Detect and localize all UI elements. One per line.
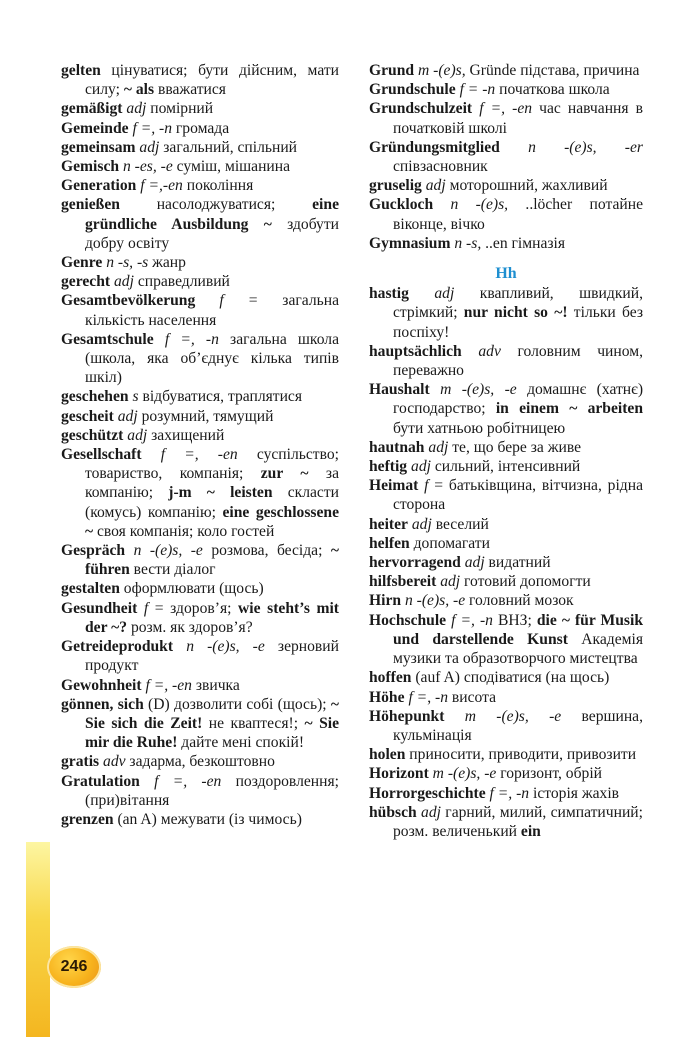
grammar-note: m -(e)s, -e [464,707,562,725]
grammar-note: n -s, [454,234,482,252]
translation: загальна школа (школа, яка об’єднує кілька типів шкіл) [85,330,339,387]
dictionary-entry [61,810,339,829]
translation: задарма, безкоштовно [125,753,275,771]
headword: genießen [61,196,120,214]
headword: gratis [61,753,100,771]
headword: Guckloch [369,196,434,214]
headword: j-m ~ leisten [168,484,273,502]
translation: допомагати [409,534,490,552]
headword: gönnen, sich [61,695,144,713]
headword: geschützt [61,426,124,444]
headword: Horizont [369,765,429,783]
headword: Getreideprodukt [61,638,174,656]
headword: Höhepunkt [369,707,445,725]
dictionary-entry [369,234,643,253]
dictionary-entry [61,637,339,675]
headword: gerecht [61,273,111,291]
translation: вершина, кульмінація [393,707,644,744]
dictionary-entry [369,380,643,438]
translation: скласти (комусь) компанію; [85,484,339,521]
dictionary-entry [369,195,643,233]
grammar-note: adj [428,438,449,456]
headword: Gründungsmitglied [369,138,500,156]
translation: зерновий продукт [85,638,339,675]
headword: gemeinsam [61,138,136,156]
translation: суміш, мішанина [172,158,291,176]
translation: історія жахів [529,784,620,802]
translation: поздоровлення; (при)вітання [85,772,339,809]
translation: (auf A) сподіватися (на щось) [411,669,610,687]
translation: співзасновник [393,158,488,176]
headword: hervorragend [369,554,461,572]
translation: розм. як здоров’я? [127,618,253,636]
translation: звичка [191,676,240,694]
dictionary-entry [369,688,643,707]
translation [140,773,154,790]
grammar-note: n -(e)s, -e [133,542,203,560]
headword: in einem ~ arbeiten [495,400,643,418]
dictionary-entry [369,534,643,553]
dictionary-entry [61,138,339,157]
headword: Gesundheit [61,599,138,617]
translation [444,708,464,725]
headword: eine geschlossene ~ [85,503,339,540]
headword: Hochschule [369,611,447,629]
headword: ~ Sie sich die Zeit! [85,695,340,732]
grammar-note: n -(e)s, [450,196,509,214]
grammar-note: n -(e)s, -er [528,138,643,156]
grammar-note: f = [219,292,259,310]
grammar-note: f [143,599,149,617]
translation: (D) дозволити собі (щось); [143,695,331,713]
dictionary-entry [61,772,339,810]
translation: вести діалог [129,561,216,579]
grammar-note: n -(e)s, -e [404,592,466,610]
headword: ~ als [123,81,155,99]
translation [433,196,450,213]
dictionary-entry [369,99,643,137]
translation: квапливий, швидкий, стрімкий; [393,285,643,322]
translation: помірний [146,100,214,118]
grammar-note: f [424,477,429,495]
dictionary-entry [369,572,643,591]
headword: ~ Sie mir die Ruhe! [85,714,340,752]
headword: Gemisch [61,158,120,176]
dictionary-entry [369,745,643,764]
headword: heftig [369,458,408,476]
dictionary-entry [61,119,339,138]
dictionary-entry [61,157,339,176]
translation: громада [172,119,230,137]
dictionary-entry [61,541,339,579]
dictionary-entry [61,99,339,118]
grammar-note: f =, -en [154,772,222,790]
translation [173,638,186,655]
grammar-note: f =, -n [489,784,530,802]
dictionary-entry [61,579,339,598]
dictionary-entry [369,138,643,176]
translation: ..löcher потайне віконце, вічко [393,196,643,233]
dictionary-entry [61,291,339,329]
translation [125,542,133,559]
dictionary-entry [369,784,643,803]
headword: wie steht’s mit der ~? [85,599,339,636]
headword: grenzen [61,810,114,828]
translation: головним чином, переважно [393,342,643,380]
dictionary-entry [369,61,643,80]
grammar-note: f =, -en [160,446,238,464]
headword: gruselig [369,177,422,195]
dictionary-entry [61,445,339,541]
grammar-note: adj [425,177,446,195]
translation: головний мозок [465,592,574,610]
grammar-note: m -(e)s, -e [432,765,497,783]
headword: gemäßigt [61,100,123,118]
translation: = здоров’я; [148,599,239,617]
translation: ВНЗ; [492,611,537,629]
grammar-note: m -(e)s, -e [440,381,517,399]
dictionary-entry [61,61,339,99]
translation: тільки без поспіху! [393,304,644,341]
translation: , [427,688,435,706]
dictionary-entry [61,695,339,753]
dictionary-entry [61,752,339,771]
headword: ~ führen [85,542,339,579]
dictionary-entry [369,342,643,380]
headword: eine gründliche Ausbildung ~ [85,196,339,233]
headword: Gesamtschule [61,330,154,348]
headword: Genre [61,254,103,272]
translation: видатний [484,554,551,572]
dictionary-entry [369,457,643,476]
headword: heiter [369,515,408,533]
translation: дайте мені спокій! [177,734,305,752]
translation: висота [448,688,497,706]
dictionary-entry [61,195,339,253]
translation: розмова, бесіда; [202,542,331,560]
headword: zur ~ [260,465,309,483]
grammar-note: adj [434,285,455,303]
translation: = батьківщина, вітчизна, рідна сторона [393,477,643,514]
headword: Hirn [369,592,402,610]
headword: gescheit [61,407,114,425]
headword: holen [369,746,406,764]
grammar-note: f = -n [459,81,496,99]
headword: Gemeinde [61,119,129,137]
translation: початкова школа [495,81,610,99]
grammar-note: adj [421,803,441,821]
translation [462,343,479,360]
dictionary-entry [369,515,643,534]
grammar-note: f =, -n [164,330,219,348]
h-entries [369,284,643,841]
headword: ein [520,822,541,840]
headword: die ~ für Musik und darstellende Kunst [393,611,643,648]
headword: nur nicht so ~! [463,304,568,322]
translation: покоління [182,177,254,195]
translation: захищений [147,426,225,444]
dictionary-entry [369,668,643,687]
translation [195,292,219,309]
translation: жанр [148,254,186,272]
grammar-note: adj [139,138,160,156]
headword: hübsch [369,803,417,821]
dictionary-entry [61,272,339,291]
translation [154,331,165,348]
translation: приносити, приводити, привозити [405,746,637,764]
headword: Haushalt [369,381,430,399]
headword: gelten [61,62,101,79]
dictionary-entry [369,707,643,745]
grammar-note: f =, -en [145,676,192,694]
translation: розумний, тямущий [137,407,274,425]
dictionary-entry [369,553,643,572]
headword: gestalten [61,580,120,598]
right-column [369,61,643,841]
translation: цінуватися; бути дійсним, мати силу; [85,62,339,99]
dictionary-entry [369,284,643,342]
translation [409,285,435,302]
translation: відбуватися, траплятися [138,388,303,406]
grammar-note: adv [478,342,501,360]
dictionary-entry [369,80,643,99]
g-entries [369,61,643,253]
translation: вважатися [154,81,226,99]
grammar-note: m -(e)s, [417,62,466,79]
headword: Gespräch [61,542,126,560]
translation: загальна кількість населення [85,292,339,329]
headword: Horrorgeschichte [369,784,486,802]
headword: Grund [369,62,415,79]
dictionary-entry [61,330,339,388]
grammar-note: f =,-en [140,177,183,195]
translation [430,381,440,398]
section-heading-hh: Hh [495,265,517,283]
headword: helfen [369,534,410,552]
translation: справедливий [133,273,230,291]
translation: готовий допомогти [460,573,591,591]
grammar-note: n -es, -e [122,158,173,176]
grammar-note: n -s, -s [106,254,149,272]
grammar-note: adj [126,100,147,118]
headword: Grundschulzeit [369,100,473,118]
headword: hoffen [369,669,412,687]
grammar-note: n -(e)s, -e [186,638,265,656]
dictionary-entry [61,426,339,445]
page-color-band [26,842,50,1037]
headword: Gesellschaft [61,446,142,464]
dictionary-entry [369,438,643,457]
grammar-note: adj [411,458,431,476]
grammar-note: adj [464,554,485,572]
dictionary-entry [369,176,643,195]
translation [500,139,528,156]
translation: веселий [431,515,489,533]
headword: Gymnasium [369,234,451,252]
headword: geschehen [61,388,129,406]
translation: горизонт, обрій [496,765,603,783]
grammar-note: adj [127,426,148,444]
dictionary-entry [61,599,339,637]
dictionary-entry [369,764,643,783]
grammar-note: f =, -n [132,119,173,137]
translation [137,600,144,617]
translation: здобути добру освіту [85,215,339,252]
translation: те, що бере за живе [448,438,582,456]
headword: Grundschule [369,81,456,99]
headword: hautnah [369,438,425,456]
grammar-note: f = [408,688,428,706]
dictionary-entry [369,611,643,669]
headword: Höhe [369,688,405,706]
translation: Gründe підстава, причина [465,62,640,79]
translation: домашнє (хатнє) господарство; [393,381,644,418]
translation: своя компанія; коло гостей [93,522,275,540]
grammar-note: adv [103,753,126,771]
headword: Gratulation [61,772,140,790]
dictionary-entry [61,407,339,426]
translation: час навчання в початковій школі [393,100,644,137]
translation: Академія музики та образотворчого мистецтва [393,630,643,668]
dictionary-entry [61,176,339,195]
headword: Gewohnheit [61,676,142,694]
grammar-note: adj [117,407,138,425]
page-number-badge [47,946,101,988]
translation: не кваптеся!; [202,714,305,732]
translation: бути хатньою робітницею [393,419,566,437]
grammar-note: f =, -en [479,100,533,118]
headword: Gesamtbevölkerung [61,292,196,310]
dictionary-entry [61,387,339,406]
translation: сильний, інтенсивний [430,458,581,476]
dictionary-entry [369,803,643,841]
headword: Generation [61,177,137,195]
translation: моторошний, жахливий [445,177,608,195]
dictionary-entry [369,591,643,610]
grammar-note: f =, -n [451,611,493,629]
headword: hauptsächlich [369,342,462,360]
dictionary-entry [369,476,643,514]
left-column [61,61,339,829]
translation: за компанію; [85,465,340,502]
translation: (an A) межувати (із чимось) [113,810,302,828]
translation: ..en гімназія [481,234,566,252]
translation: оформлювати (щось) [119,580,264,598]
headword: hilfsbereit [369,573,437,591]
grammar-note: s [132,388,139,406]
grammar-note: adj [113,273,134,291]
dictionary-entry [61,676,339,695]
headword: hastig [369,285,409,303]
grammar-note: adj [411,515,432,533]
translation: загальний, спільний [159,138,298,156]
translation: насолоджуватися; [119,196,313,214]
page-number: 246 [60,958,88,975]
translation [142,446,161,463]
dictionary-entry [61,253,339,272]
translation: суспільство; товариство, компанія; [85,446,339,483]
grammar-note: -n [435,688,448,706]
headword: Heimat [369,477,419,495]
translation: гарний, милий, симпатичний; розм. величенький [393,803,643,840]
grammar-note: adj [440,573,461,591]
